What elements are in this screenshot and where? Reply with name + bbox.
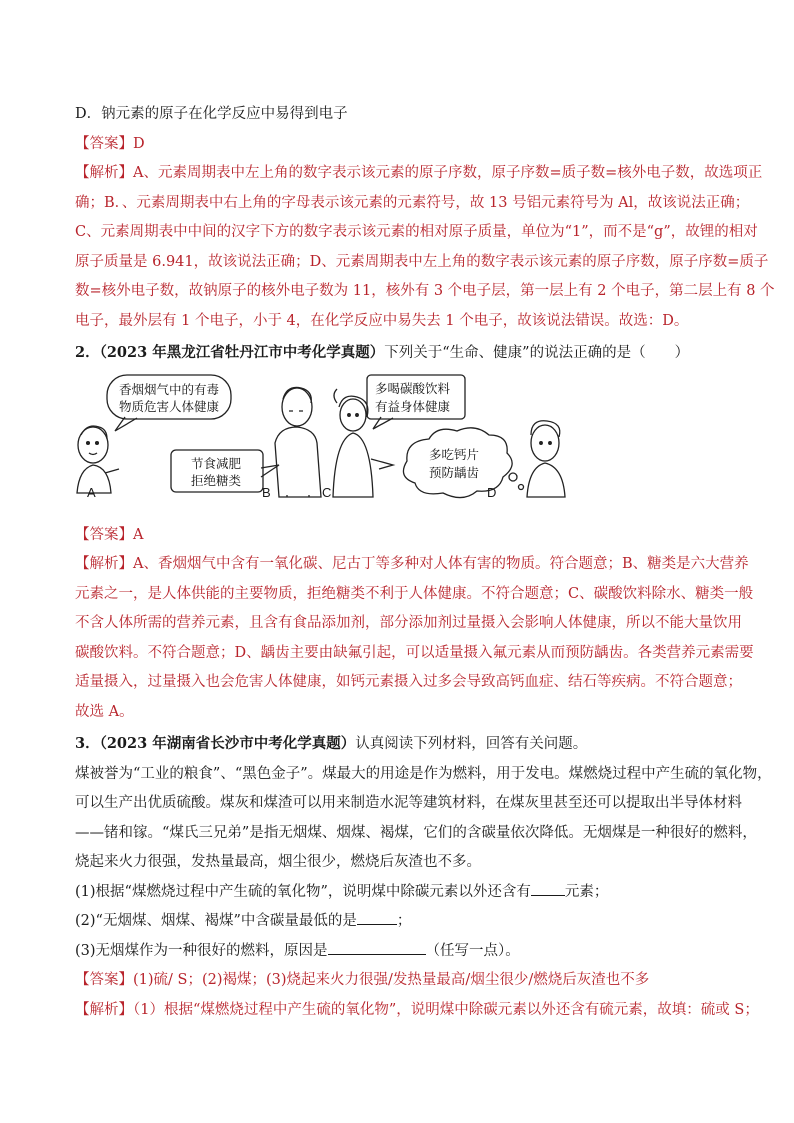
analysis-line: 碳酸饮料。不符合题意；D、龋齿主要由缺氟引起，可以适量摄入氟元素从而预防龋齿。各类营养元素需要	[75, 644, 754, 661]
material-line: 煤被誉为“工业的粮食”、“黑色金子”。煤最大的用途是作为燃料，用于发电。煤燃烧过程中产生硫的氧化物，	[75, 765, 772, 782]
q1-analysis	[75, 159, 775, 336]
question-stem: 下列关于“生命、健康”的说法正确的是（ ）	[384, 345, 690, 361]
q1-option-d: D．钠元素的原子在化学反应中易得到电子	[75, 106, 348, 122]
question-source: （2023 年湖南省长沙市中考化学真题）	[99, 735, 356, 752]
sub3-text: (3)无烟煤作为一种很好的燃料，原因是	[75, 942, 328, 959]
analysis-line: 适量摄入，过量摄入也会危害人体健康，如钙元素摄入过多会导致高钙血症、结石等疾病。不符合题意；	[75, 674, 742, 690]
analysis-line: 【解析】A、元素周期表中左上角的数字表示该元素的原子序数，原子序数=质子数=核外电子数，故选项正	[75, 165, 763, 181]
q3-sub1	[75, 878, 725, 908]
analysis-line: C、元素周期表中中间的汉字下方的数字表示该元素的相对原子质量，单位为“1”，而不是“g”，故锂的相对	[75, 224, 758, 240]
analysis-line: 数=核外电子数，故钠原子的核外电子数为 11，核外有 3 个电子层，第一层上有 2 个电子，第二层上有 8 个	[75, 283, 775, 299]
answer-blank	[328, 940, 426, 955]
question-stem: 认真阅读下列材料，回答有关问题。	[355, 736, 588, 752]
analysis-line: 电子，最外层有 1 个电子，小于 4，在化学反应中易失去 1 个电子，故该说法错误。故选：D。	[75, 312, 689, 329]
bubble-c-line1: 多喝碳酸饮料	[375, 380, 451, 396]
question-source: （2023 年黑龙江省牡丹江市中考化学真题）	[99, 344, 385, 361]
q3-sub3	[75, 937, 725, 967]
analysis-line: 【解析】A、香烟烟气中含有一氧化碳、尼古丁等多种对人体有害的物质。符合题意；B、糖类是六大营养	[75, 556, 749, 572]
sub3-suffix: （任写一点）。	[425, 942, 520, 959]
material-line: ——锗和镓。“煤氏三兄弟”是指无烟煤、烟煤、褐煤，它们的含碳量依次降低。无烟煤是一种很好的燃料，	[75, 824, 757, 841]
option-label-c: C	[322, 484, 332, 500]
answer-blank	[531, 881, 565, 896]
option-label-b: B	[262, 484, 271, 500]
sub2-suffix: ；	[396, 913, 412, 929]
material-line: 可以生产出优质硫酸。煤灰和煤渣可以用来制造水泥等建筑材料，在煤灰里甚至还可以提取出半导体材料	[75, 795, 742, 811]
q2-answer: 【答案】A	[75, 526, 144, 543]
option-label-d: D	[487, 484, 497, 500]
figure-c-head	[340, 399, 366, 431]
q2-analysis	[75, 550, 754, 727]
sub1-suffix: 元素；	[564, 883, 609, 900]
q3-sub2	[75, 907, 725, 937]
q2-illustration	[75, 373, 725, 521]
q3-analysis: 【解析】（1）根据“煤燃烧过程中产生硫的氧化物”，说明煤中除碳元素以外还含有硫元素，故填：硫或 S；	[75, 1001, 759, 1018]
bubble-b-line1: 节食减肥	[191, 455, 242, 471]
option-label-a: A	[87, 484, 96, 500]
answer-blank	[357, 910, 397, 925]
q2-stem-line	[75, 338, 725, 369]
q3-material	[75, 760, 772, 878]
analysis-line: 原子质量是 6.941，故该说法正确；D、元素周期表中左上角的数字表示该元素的原子序数，原子序数=质子	[75, 253, 769, 270]
analysis-line: 故选 A。	[75, 703, 134, 720]
bubble-d-line2: 预防龋齿	[429, 464, 480, 480]
cartoon-figures	[75, 373, 725, 521]
question-number: 2．	[75, 344, 100, 361]
document-page	[75, 100, 775, 1025]
q3-answer: 【答案】(1)硫/ S；(2)褐煤；(3)烧起来火力很强/发热量最高/烟尘很少/燃烧后灰渣也不多	[75, 972, 650, 988]
q3-stem-line	[75, 729, 725, 760]
bubble-c-line2: 有益身体健康	[375, 398, 451, 414]
material-line: 烧起来火力很强，发热量最高，烟尘很少，燃烧后灰渣也不多。	[75, 854, 481, 870]
bubble-b-line2: 拒绝糖类	[191, 472, 242, 488]
analysis-line: 不含人体所需的营养元素，且含有食品添加剂，部分添加剂过量摄入会影响人体健康，所以不能大量饮用	[75, 615, 742, 631]
bubble-d-line1: 多吃钙片	[429, 446, 480, 462]
bubble-a-line2: 物质危害人体健康	[119, 398, 220, 414]
sub2-text: (2)“无烟煤、烟煤、褐煤”中含碳量最低的是	[75, 913, 357, 929]
figure-d-head	[531, 425, 559, 461]
question-number: 3．	[75, 735, 100, 752]
analysis-line: 元素之一，是人体供能的主要物质，拒绝糖类不利于人体健康。不符合题意；C、碳酸饮料除水、糖类一般	[75, 585, 754, 602]
q1-answer: 【答案】D	[75, 135, 145, 152]
figure-b-head	[282, 388, 312, 426]
sub1-text: (1)根据“煤燃烧过程中产生硫的氧化物”，说明煤中除碳元素以外还含有	[75, 883, 531, 900]
bubble-a-line1: 香烟烟气中的有毒	[119, 381, 220, 397]
analysis-line: 确；B．、元素周期表中右上角的字母表示该元素的元素符号，故 13 号铝元素符号为 Al，故该说法正确；	[75, 194, 750, 211]
